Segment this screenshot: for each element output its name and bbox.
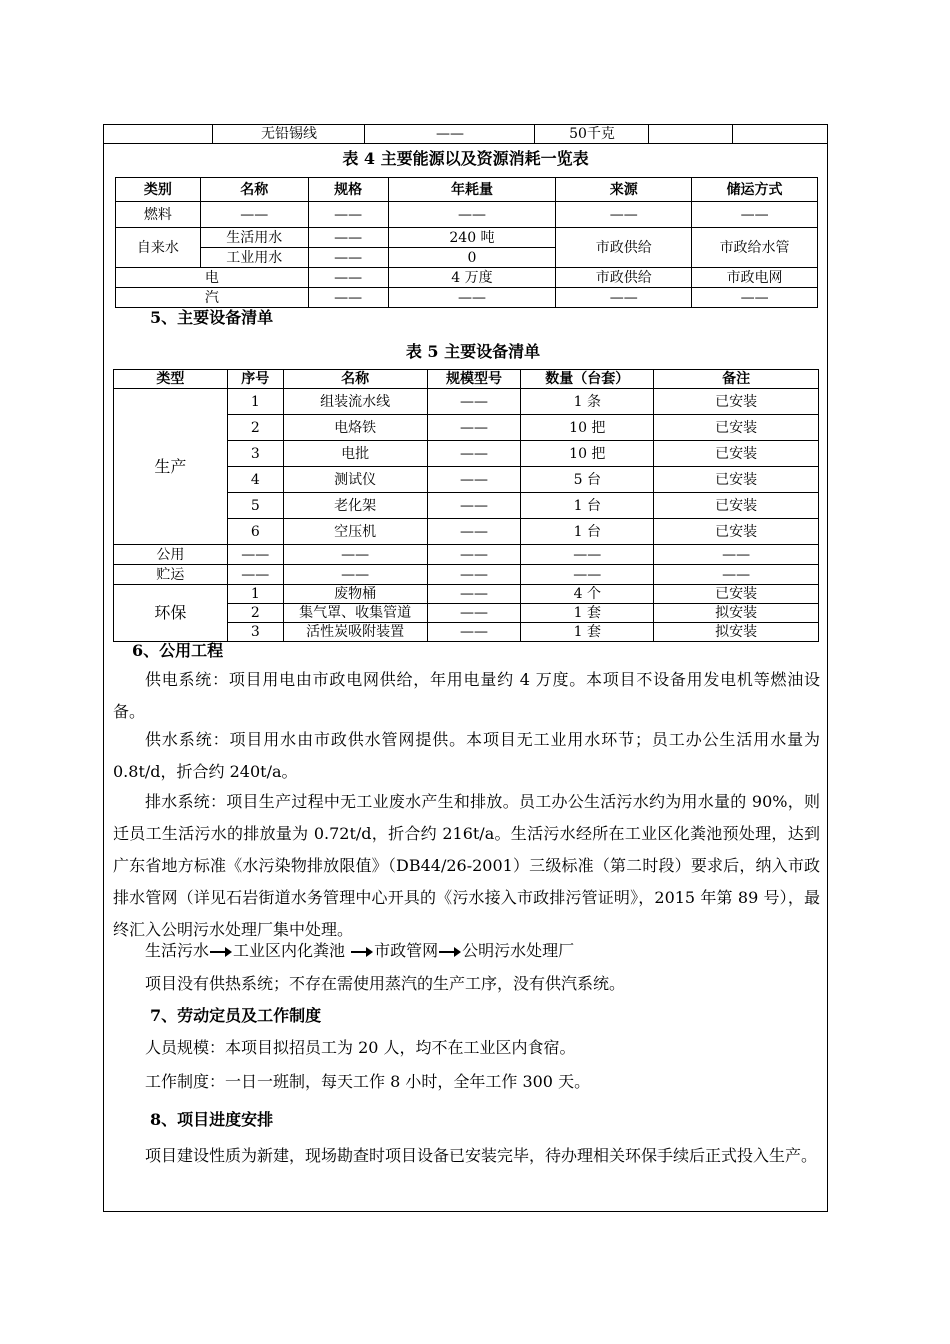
cell: 240 吨: [388, 228, 556, 248]
arrow-right-icon: [351, 947, 373, 957]
cell: 3: [227, 623, 283, 642]
cell: ——: [388, 288, 556, 308]
cell: [648, 125, 733, 143]
cell: [732, 125, 827, 143]
cell: 4: [227, 467, 283, 493]
table4-caption: 表 4 主要能源以及资源消耗一览表: [342, 149, 589, 168]
cell: ——: [654, 545, 819, 565]
cell: 10 把: [521, 441, 654, 467]
cell: ——: [283, 565, 427, 585]
cell: ——: [388, 202, 556, 228]
cell: 集气罩、收集管道: [283, 604, 427, 623]
cell: [104, 125, 212, 143]
cell: ——: [308, 248, 388, 268]
section-7-heading: 7、劳动定员及工作制度: [150, 1006, 322, 1025]
cell: 工业用水: [200, 248, 308, 268]
cell: 1 套: [521, 604, 654, 623]
cell: 已安装: [654, 389, 819, 415]
table4: [115, 177, 818, 308]
arrow-right-icon: [210, 947, 232, 957]
cell: ——: [308, 202, 388, 228]
flow-step: 市政管网: [374, 941, 439, 960]
cell: 市政供给: [556, 228, 692, 268]
table5-caption: 表 5 主要设备清单: [405, 342, 541, 361]
cell: ——: [427, 493, 521, 519]
header-category: 类别: [116, 178, 201, 202]
cell: ——: [227, 545, 283, 565]
table3-last-row: [103, 124, 828, 144]
cell: ——: [521, 545, 654, 565]
cell: ——: [692, 202, 818, 228]
cell: 3: [227, 441, 283, 467]
header-amount: 年耗量: [388, 178, 556, 202]
cell: 市政电网: [692, 268, 818, 288]
header-storage: 储运方式: [692, 178, 818, 202]
cell: 拟安装: [654, 604, 819, 623]
cell: ——: [556, 202, 692, 228]
cell: 2: [227, 415, 283, 441]
table5: [113, 369, 819, 642]
cell: 2: [227, 604, 283, 623]
cell: ——: [227, 565, 283, 585]
cell: ——: [521, 565, 654, 585]
cell: 已安装: [654, 493, 819, 519]
paragraph-progress: 项目建设性质为新建，现场勘查时项目设备已安装完毕，待办理相关环保手续后正式投入生产。: [145, 1146, 818, 1165]
paragraph-heat: 项目没有供热系统；不存在需使用蒸汽的生产工序，没有供汽系统。: [145, 974, 626, 993]
cell: ——: [427, 585, 521, 604]
cell: ——: [556, 288, 692, 308]
cell: 市政供给: [556, 268, 692, 288]
cell: 1 台: [521, 519, 654, 545]
header-source: 来源: [556, 178, 692, 202]
cell: 1 套: [521, 623, 654, 642]
arrow-right-icon: [439, 947, 461, 957]
cell: ——: [427, 389, 521, 415]
paragraph-schedule: 工作制度：一日一班制，每天工作 8 小时，全年工作 300 天。: [145, 1072, 591, 1091]
cell: 1 台: [521, 493, 654, 519]
cell: 自来水: [116, 228, 201, 268]
cell: ——: [427, 604, 521, 623]
section-8-heading: 8、项目进度安排: [150, 1110, 274, 1129]
cell: 1: [227, 585, 283, 604]
cell: 1: [227, 389, 283, 415]
cell: 汽: [116, 288, 309, 308]
cell: 市政给水管: [692, 228, 818, 268]
cell: 生产: [114, 389, 228, 545]
cell: 已安装: [654, 415, 819, 441]
cell: ——: [308, 268, 388, 288]
cell: ——: [427, 415, 521, 441]
flow-step: 工业区内化粪池: [233, 941, 346, 960]
sewage-flow: [145, 940, 574, 962]
header-name: 名称: [283, 370, 427, 389]
cell: 已安装: [654, 441, 819, 467]
cell: 电烙铁: [283, 415, 427, 441]
section-6-heading: 6、公用工程: [132, 641, 224, 660]
cell: ——: [200, 202, 308, 228]
cell: 废物桶: [283, 585, 427, 604]
cell: 4 万度: [388, 268, 556, 288]
cell: ——: [654, 565, 819, 585]
cell: 贮运: [114, 565, 228, 585]
cell: 电批: [283, 441, 427, 467]
header-type: 类型: [114, 370, 228, 389]
cell: ——: [283, 545, 427, 565]
flow-step: 生活污水: [145, 941, 210, 960]
cell: ——: [427, 623, 521, 642]
header-note: 备注: [654, 370, 819, 389]
cell: 6: [227, 519, 283, 545]
cell: ——: [308, 228, 388, 248]
cell: 测试仪: [283, 467, 427, 493]
cell: ——: [427, 545, 521, 565]
cell: 公用: [114, 545, 228, 565]
cell: 0: [388, 248, 556, 268]
cell: 生活用水: [200, 228, 308, 248]
paragraph-water: 供水系统：项目用水由市政供水管网提供。本项目无工业用水环节；员工办公生活用水量为 0.8t/d，折合约 240t/a。: [113, 730, 820, 781]
section-5-heading: 5、主要设备清单: [150, 308, 274, 327]
paragraph-power: 供电系统：项目用电由市政电网供给，年用电量约 4 万度。本项目不设备用发电机等燃油设备。: [113, 670, 820, 721]
cell: 5: [227, 493, 283, 519]
flow-step: 公明污水处理厂: [462, 941, 575, 960]
cell: 老化架: [283, 493, 427, 519]
cell: 50千克: [534, 125, 649, 143]
cell: 环保: [114, 585, 228, 642]
cell: ——: [692, 288, 818, 308]
cell: 已安装: [654, 467, 819, 493]
cell: 燃料: [116, 202, 201, 228]
header-model: 规模型号: [427, 370, 521, 389]
cell: 10 把: [521, 415, 654, 441]
cell: 活性炭吸附装置: [283, 623, 427, 642]
header-name: 名称: [200, 178, 308, 202]
header-qty: 数量（台套）: [521, 370, 654, 389]
cell: ——: [427, 565, 521, 585]
header-no: 序号: [227, 370, 283, 389]
cell: ——: [427, 519, 521, 545]
cell: 电: [116, 268, 309, 288]
paragraph-drain: 排水系统：项目生产过程中无工业废水产生和排放。员工办公生活污水约为用水量的 90%，则迁员工生活污水的排放量为 0.72t/d，折合约 216t/a。生活污水经所在工业区化粪池预处理，达到广东省地方标准《水污染物排放限值》（DB44/26-2001）三级标准（第二时段）要求后，纳入市政排水管网（详见石岩街道水务管理中心开具的《污水接入市政排污管证明》，2015 年第 89 号），最终汇入公明污水处理厂集中处理。: [113, 792, 820, 939]
cell: 5 台: [521, 467, 654, 493]
header-spec: 规格: [308, 178, 388, 202]
cell: ——: [308, 288, 388, 308]
cell: ——: [427, 467, 521, 493]
cell: 空压机: [283, 519, 427, 545]
cell: 1 条: [521, 389, 654, 415]
cell: 拟安装: [654, 623, 819, 642]
cell: 已安装: [654, 519, 819, 545]
cell: 4 个: [521, 585, 654, 604]
cell: ——: [427, 441, 521, 467]
cell: 无铅锡线: [212, 125, 365, 143]
paragraph-staff: 人员规模：本项目拟招员工为 20 人，均不在工业区内食宿。: [145, 1038, 576, 1057]
cell: ——: [364, 125, 535, 143]
cell: 已安装: [654, 585, 819, 604]
cell: 组装流水线: [283, 389, 427, 415]
